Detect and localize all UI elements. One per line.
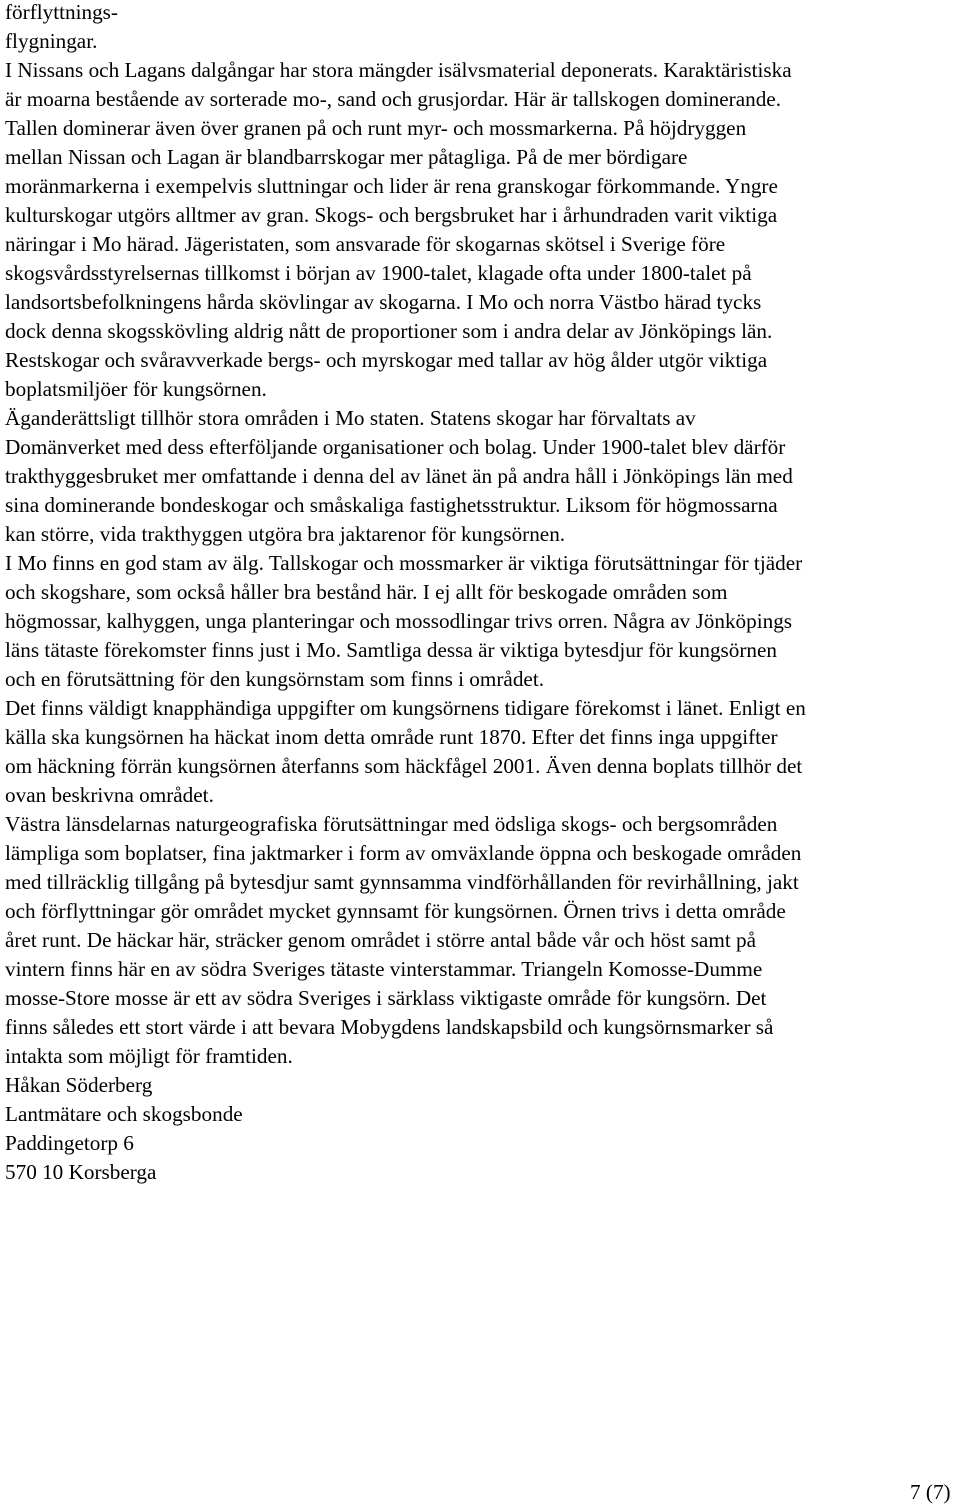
text-line: dock denna skogsskövling aldrig nått de proportioner som i andra delar av Jönköpings län. [5, 319, 773, 343]
text-line: finns således ett stort värde i att bevara Mobygdens landskapsbild och kungsörnsmarker så [5, 1015, 774, 1039]
text-line: om häckning förrän kungsörnen återfanns som häckfågel 2001. Även denna boplats tillhör det [5, 754, 803, 778]
text-line: skogsvårdsstyrelsernas tillkomst i början av 1900-talet, klagade ofta under 1800-talet på [5, 261, 752, 285]
text-line: och skogshare, som också håller bra bestånd här. I ej allt för beskogade områden som [5, 580, 728, 604]
signature-address-line2: 570 10 Korsberga [5, 1160, 157, 1184]
text-line: kulturskogar utgörs alltmer av gran. Skogs- och bergsbruket har i århundraden varit viktiga [5, 203, 778, 227]
text-line: med tillräcklig tillgång på bytesdjur samt gynnsamma vindförhållanden för revirhållning, jakt [5, 870, 799, 894]
text-line: mellan Nissan och Lagan är blandbarrskogar mer påtagliga. På de mer bördigare [5, 145, 688, 169]
text-line: källa ska kungsörnen ha häckat inom detta område runt 1870. Efter det finns inga uppgifter [5, 725, 778, 749]
signature-block [5, 1071, 960, 1187]
text-line: flygningar. [5, 29, 98, 53]
text-line: och förflyttningar gör området mycket gynnsamt för kungsörnen. Örnen trivs i detta område [5, 899, 786, 923]
text-line: och en förutsättning för den kungsörnstam som finns i området. [5, 667, 545, 691]
body-text [5, 0, 960, 1071]
text-line: Domänverket med dess efterföljande organisationer och bolag. Under 1900-talet blev därför [5, 435, 786, 459]
text-line: mosse-Store mosse är ett av södra Sveriges i särklass viktigaste område för kungsörn. Det [5, 986, 767, 1010]
text-line: vintern finns här en av södra Sveriges tätaste vinterstammar. Triangeln Komosse-Dumme [5, 957, 763, 981]
page-number: 7 (7) [910, 1480, 951, 1504]
text-line: boplatsmiljöer för kungsörnen. [5, 377, 267, 401]
text-line: kan större, vida trakthyggen utgöra bra jaktarenor för kungsörnen. [5, 522, 566, 546]
text-line: Västra länsdelarnas naturgeografiska förutsättningar med ödsliga skogs- och bergsområden [5, 812, 778, 836]
text-line: året runt. De häckar här, sträcker genom området i större antal både vår och höst samt på [5, 928, 756, 952]
text-line: Restskogar och svåravverkade bergs- och myrskogar med tallar av hög ålder utgör viktiga [5, 348, 768, 372]
signature-title: Lantmätare och skogsbonde [5, 1102, 243, 1126]
signature-name: Håkan Söderberg [5, 1073, 153, 1097]
text-line: Tallen dominerar även över granen på och runt myr- och mossmarkerna. På höjdryggen [5, 116, 747, 140]
signature-address-line1: Paddingetorp 6 [5, 1131, 134, 1155]
text-line: läns tätaste förekomster finns just i Mo. Samtliga dessa är viktiga bytesdjur för kungsörnen [5, 638, 778, 662]
text-line: moränmarkerna i exempelvis sluttningar och lider är rena granskogar förkommande. Yngre [5, 174, 778, 198]
text-line: Det finns väldigt knapphändiga uppgifter om kungsörnens tidigare förekomst i länet. Enligt en [5, 696, 806, 720]
text-line: högmossar, kalhyggen, unga planteringar och mossodlingar trivs orren. Några av Jönköpings [5, 609, 793, 633]
text-line: förflyttnings- [5, 0, 118, 24]
text-line: I Nissans och Lagans dalgångar har stora mängder isälvsmaterial deponerats. Karaktäristiska [5, 58, 792, 82]
text-line: Äganderättsligt tillhör stora områden i Mo staten. Statens skogar har förvaltats av [5, 406, 696, 430]
text-line: lämpliga som boplatser, fina jaktmarker i form av omväxlande öppna och beskogade områden [5, 841, 802, 865]
text-line: näringar i Mo härad. Jägeristaten, som ansvarade för skogarnas skötsel i Sverige före [5, 232, 726, 256]
text-line: ovan beskrivna området. [5, 783, 214, 807]
text-line: landsortsbefolkningens hårda skövlingar av skogarna. I Mo och norra Västbo härad tycks [5, 290, 762, 314]
text-line: är moarna bestående av sorterade mo-, sand och grusjordar. Här är tallskogen dominerande. [5, 87, 781, 111]
text-line: intakta som möjligt för framtiden. [5, 1044, 293, 1068]
text-line: trakthyggesbruket mer omfattande i denna del av länet än på andra håll i Jönköpings län med [5, 464, 793, 488]
document-page [5, 0, 960, 1187]
text-line: I Mo finns en god stam av älg. Tallskogar och mossmarker är viktiga förutsättningar för tjäder [5, 551, 803, 575]
text-line: sina dominerande bondeskogar och småskaliga fastighetsstruktur. Liksom för högmossarna [5, 493, 778, 517]
